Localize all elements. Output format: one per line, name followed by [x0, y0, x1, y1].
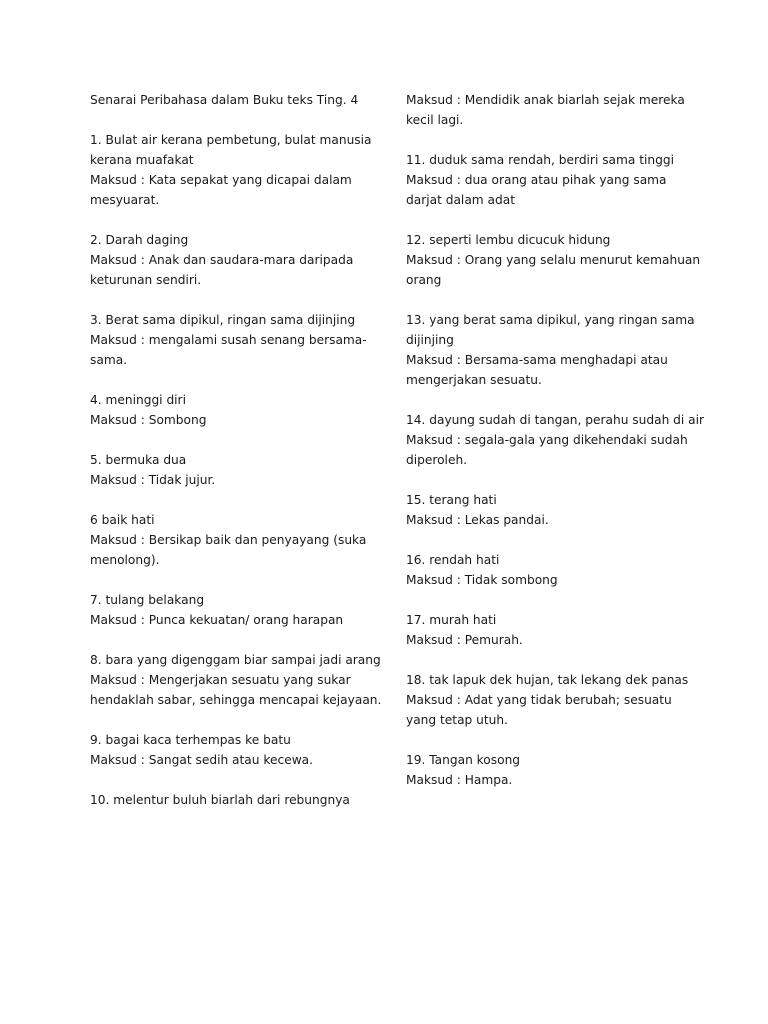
- text-line: 19. Tangan kosong: [406, 753, 521, 767]
- blank-line: [406, 650, 696, 670]
- text-line: Maksud : Mendidik anak biarlah sejak mereka: [406, 93, 685, 107]
- text-line: 14. dayung sudah di tangan, perahu sudah di air: [406, 413, 705, 427]
- text-line: Maksud : Tidak jujur.: [90, 473, 216, 487]
- text-line: Maksud : mengalami susah senang bersama-: [90, 333, 367, 347]
- blank-line: [90, 210, 380, 230]
- text-line: 17. murah hati: [406, 613, 497, 627]
- document-title: Senarai Peribahasa dalam Buku teks Ting. 4: [90, 93, 359, 107]
- text-line: 9. bagai kaca terhempas ke batu: [90, 733, 291, 747]
- blank-line: [406, 590, 696, 610]
- text-line: hendaklah sabar, sehingga mencapai kejayaan.: [90, 693, 382, 707]
- blank-line: [90, 630, 380, 650]
- text-line: Maksud : Tidak sombong: [406, 573, 558, 587]
- blank-line: [90, 710, 380, 730]
- text-line: 5. bermuka dua: [90, 453, 187, 467]
- left-column: [90, 90, 380, 810]
- text-line: Maksud : Bersama-sama menghadapi atau: [406, 353, 668, 367]
- text-line: orang: [406, 273, 442, 287]
- text-line: Maksud : Mengerjakan sesuatu yang sukar: [90, 673, 351, 687]
- blank-line: [406, 130, 696, 150]
- text-line: Maksud : Adat yang tidak berubah; sesuatu: [406, 693, 672, 707]
- blank-line: [90, 490, 380, 510]
- text-line: 11. duduk sama rendah, berdiri sama tinggi: [406, 153, 674, 167]
- blank-line: [406, 390, 696, 410]
- text-line: Maksud : Sombong: [90, 413, 207, 427]
- text-line: Maksud : Anak dan saudara-mara daripada: [90, 253, 354, 267]
- text-line: kerana muafakat: [90, 153, 194, 167]
- text-line: 16. rendah hati: [406, 553, 500, 567]
- text-line: menolong).: [90, 553, 160, 567]
- blank-line: [90, 570, 380, 590]
- text-line: 7. tulang belakang: [90, 593, 205, 607]
- text-line: 3. Berat sama dipikul, ringan sama dijinjing: [90, 313, 356, 327]
- text-line: Maksud : Lekas pandai.: [406, 513, 549, 527]
- text-line: sama.: [90, 353, 128, 367]
- text-line: 10. melentur buluh biarlah dari rebungnya: [90, 793, 350, 807]
- blank-line: [406, 530, 696, 550]
- text-line: keturunan sendiri.: [90, 273, 202, 287]
- text-line: dijinjing: [406, 333, 454, 347]
- text-line: Maksud : Orang yang selalu menurut kemahuan: [406, 253, 701, 267]
- blank-line: [406, 210, 696, 230]
- text-line: Maksud : Hampa.: [406, 773, 513, 787]
- text-line: 6 baik hati: [90, 513, 155, 527]
- blank-line: [90, 290, 380, 310]
- text-line: Maksud : Pemurah.: [406, 633, 523, 647]
- blank-line: [406, 470, 696, 490]
- blank-line: [90, 370, 380, 390]
- blank-line: [406, 290, 696, 310]
- text-line: mesyuarat.: [90, 193, 160, 207]
- text-line: Maksud : Sangat sedih atau kecewa.: [90, 753, 314, 767]
- text-line: 18. tak lapuk dek hujan, tak lekang dek panas: [406, 673, 689, 687]
- text-line: yang tetap utuh.: [406, 713, 508, 727]
- text-line: 2. Darah daging: [90, 233, 189, 247]
- text-line: diperoleh.: [406, 453, 468, 467]
- text-line: Maksud : dua orang atau pihak yang sama: [406, 173, 667, 187]
- text-line: Maksud : segala-gala yang dikehendaki sudah: [406, 433, 688, 447]
- text-line: kecil lagi.: [406, 113, 464, 127]
- blank-line: [90, 770, 380, 790]
- text-line: darjat dalam adat: [406, 193, 515, 207]
- blank-line: [406, 730, 696, 750]
- text-line: 13. yang berat sama dipikul, yang ringan sama: [406, 313, 695, 327]
- right-column: [406, 90, 705, 790]
- text-line: 15. terang hati: [406, 493, 497, 507]
- blank-line: [90, 430, 380, 450]
- text-line: Maksud : Kata sepakat yang dicapai dalam: [90, 173, 352, 187]
- text-line: 4. meninggi diri: [90, 393, 186, 407]
- text-line: mengerjakan sesuatu.: [406, 373, 542, 387]
- text-line: 1. Bulat air kerana pembetung, bulat manusia: [90, 133, 372, 147]
- text-line: Maksud : Bersikap baik dan penyayang (suka: [90, 533, 367, 547]
- blank-line: [90, 110, 380, 130]
- text-line: Maksud : Punca kekuatan/ orang harapan: [90, 613, 344, 627]
- text-line: 12. seperti lembu dicucuk hidung: [406, 233, 611, 247]
- text-line: 8. bara yang digenggam biar sampai jadi arang: [90, 653, 381, 667]
